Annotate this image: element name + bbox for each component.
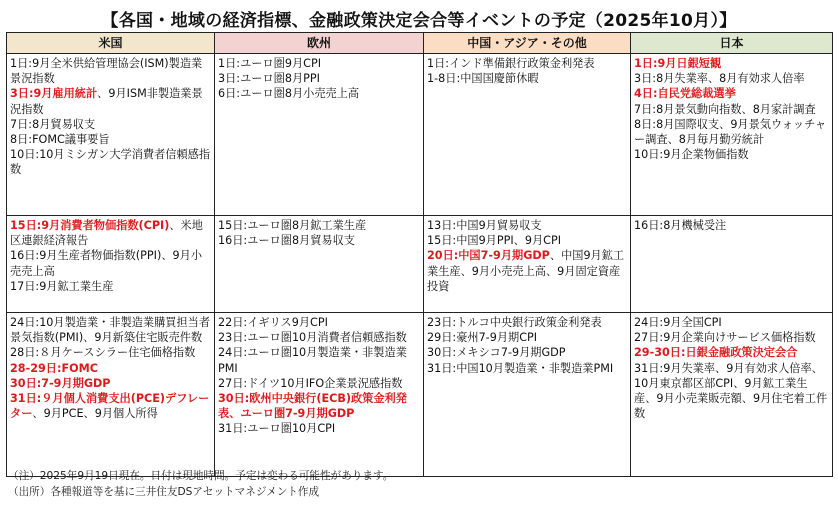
event-text: 17日:9月鉱工業生産 [10, 279, 114, 293]
event-text: 24日:ユーロ圏10月製造業・非製造業PMI [218, 346, 407, 375]
event-text: 8日:FOMC議事要旨 [10, 133, 110, 147]
note-line: （注）2025年9月19日現在。日付は現地時間。予定は変わる可能性があります。 [8, 470, 394, 482]
event-text: 27日:9月企業向けサービス価格指数 [634, 331, 816, 345]
event-highlight-text: 4日:自民党総裁選挙 [634, 87, 736, 101]
event-text: 3日:8月失業率、8月有効求人倍率 [634, 72, 805, 86]
cell-asia-other [424, 54, 631, 216]
event-item [10, 117, 211, 132]
event-text: 15日:ユーロ圏8月鉱工業生産 [218, 219, 367, 232]
event-text-rest: 、米地区連銀経済報告 [10, 219, 203, 248]
event-text: 1日:インド準備銀行政策金利発表 [427, 57, 595, 70]
event-text: 16日:ユーロ圏8月貿易収支 [218, 234, 355, 248]
cell-us [7, 54, 215, 216]
event-text: 7日:8月貿易収支 [10, 117, 96, 131]
event-item [218, 56, 420, 71]
event-highlight-text: 20日:中国7-9月期GDP [427, 249, 550, 263]
event-calendar-table [6, 32, 833, 477]
event-text: 7日:8月景気動向指数、8月家計調査 [634, 102, 816, 116]
event-item [10, 345, 211, 360]
event-item [218, 345, 420, 375]
period-row [7, 313, 833, 477]
event-item [634, 315, 829, 330]
event-item [634, 86, 829, 101]
event-text: 24日:9月全国CPI [634, 316, 722, 329]
cell-japan [631, 313, 833, 477]
event-highlight-text: 28-29日:FOMC [10, 361, 98, 375]
event-highlight-text: 3日:9月雇用統計 [10, 87, 98, 101]
event-item [634, 117, 829, 147]
event-highlight-text: 31日:９月個人消費支出(PCE)デフレーター [10, 392, 210, 421]
event-item [634, 361, 829, 422]
event-item [10, 376, 211, 391]
event-item [218, 86, 420, 101]
event-item [218, 315, 420, 330]
footnotes [8, 468, 393, 500]
event-item [634, 102, 829, 117]
event-text: 23日:トルコ中央銀行政策金利発表 [427, 316, 602, 329]
event-text: 24日:10月製造業・非製造業購買担当者景気指数(PMI)、9月新築住宅販売件数 [10, 316, 211, 345]
event-text: 31日:ユーロ圏10月CPI [218, 422, 336, 436]
event-item [218, 218, 420, 233]
column-header-asia-other: 中国・アジア・その他 [424, 33, 631, 54]
event-text: 1日:9月全米供給管理協会(ISM)製造業景況指数 [10, 57, 203, 86]
event-highlight-text: 30日:欧州中央銀行(ECB)政策金利発表、ユーロ圏7-9月期GDP [218, 392, 407, 421]
event-item [10, 248, 211, 278]
event-item [634, 147, 829, 162]
event-text: 1日:ユーロ圏9月CPI [218, 57, 321, 70]
event-highlight-text: 30日:7-9月期GDP [10, 376, 111, 390]
event-item [218, 376, 420, 391]
cell-europe [215, 313, 424, 477]
event-item [10, 361, 211, 376]
event-text-rest: 、中国9月鉱工業生産、9月小売売上高、9月固定資産投資 [427, 249, 625, 293]
period-row [7, 54, 833, 216]
event-item [10, 279, 211, 294]
event-text: 3日:ユーロ圏8月PPI [218, 72, 320, 86]
event-text-rest: 、9月PCE、9月個人所得 [32, 407, 158, 421]
event-item [427, 71, 627, 86]
event-text: 22日:イギリス9月CPI [218, 316, 328, 329]
cell-asia-other [424, 216, 631, 313]
event-item [218, 391, 420, 421]
cell-europe [215, 54, 424, 216]
cell-us [7, 313, 215, 477]
event-text: 6日:ユーロ圏8月小売売上高 [218, 87, 360, 101]
event-item [427, 330, 627, 345]
event-item [218, 330, 420, 345]
event-text: 28日:８月ケースシラー住宅価格指数 [10, 346, 196, 360]
event-item [634, 345, 829, 360]
event-text: 10日:10月ミシガン大学消費者信頼感指数 [10, 148, 211, 177]
column-header-us: 米国 [7, 33, 215, 54]
event-item [218, 233, 420, 248]
event-text: 31日:9月失業率、9月有効求人倍率、10月東京都区部CPI、9月鉱工業生産、9月小売業販売額、9月住宅着工件数 [634, 361, 828, 421]
event-item [10, 147, 211, 177]
event-item [427, 56, 627, 71]
event-item [634, 71, 829, 86]
event-item [10, 391, 211, 421]
column-header-japan: 日本 [631, 33, 833, 54]
event-text: 23日:ユーロ圏10月消費者信頼感指数 [218, 331, 407, 345]
event-item [427, 345, 627, 360]
event-text: 31日:中国10月製造業・非製造業PMI [427, 361, 614, 375]
event-item [634, 218, 829, 233]
event-text: 13日:中国9月貿易収支 [427, 219, 542, 232]
cell-japan [631, 54, 833, 216]
event-item [218, 421, 420, 436]
event-text: 10日:9月企業物価指数 [634, 148, 749, 162]
period-row [7, 216, 833, 313]
cell-us [7, 216, 215, 313]
event-text: 8日:8月国際収支、9月景気ウォッチャー調査、8月毎月勤労統計 [634, 117, 827, 147]
event-item [427, 233, 627, 248]
header-row [7, 33, 833, 54]
event-text: 30日:メキシコ7-9月期GDP [427, 346, 566, 360]
event-text: 16日:9月生産者物価指数(PPI)、9月小売売上高 [10, 249, 203, 278]
event-text-rest: 、9月ISM非製造業景況指数 [10, 87, 203, 116]
event-text: 27日:ドイツ10月IFO企業景況感指数 [218, 376, 403, 390]
event-item [634, 330, 829, 345]
event-highlight-text: 29-30日:日銀金融政策決定会合 [634, 346, 798, 360]
event-item [218, 71, 420, 86]
page-title: 【各国・地域の経済指標、金融政策決定会合等イベントの予定（2025年10月）】 [101, 11, 737, 31]
event-text: 29日:豪州7-9月期CPI [427, 331, 538, 345]
column-header-europe: 欧州 [215, 33, 424, 54]
cell-japan [631, 216, 833, 313]
event-text: 1-8日:中国国慶節休暇 [427, 72, 539, 86]
event-text: 16日:8月機械受注 [634, 219, 727, 232]
event-text: 15日:中国9月PPI、9月CPI [427, 234, 562, 248]
source-line: （出所）各種報道等を基に三井住友DSアセットマネジメント作成 [8, 486, 320, 498]
event-item [427, 248, 627, 294]
event-item [427, 218, 627, 233]
event-item [10, 218, 211, 248]
event-item [427, 361, 627, 376]
event-highlight-text: 1日:9月日銀短観 [634, 57, 722, 70]
event-item [10, 132, 211, 147]
event-item [10, 56, 211, 86]
cell-asia-other [424, 313, 631, 477]
event-item [634, 56, 829, 71]
event-item [10, 86, 211, 116]
event-item [10, 315, 211, 345]
event-item [427, 315, 627, 330]
event-highlight-text: 15日:9月消費者物価指数(CPI) [10, 219, 170, 232]
cell-europe [215, 216, 424, 313]
